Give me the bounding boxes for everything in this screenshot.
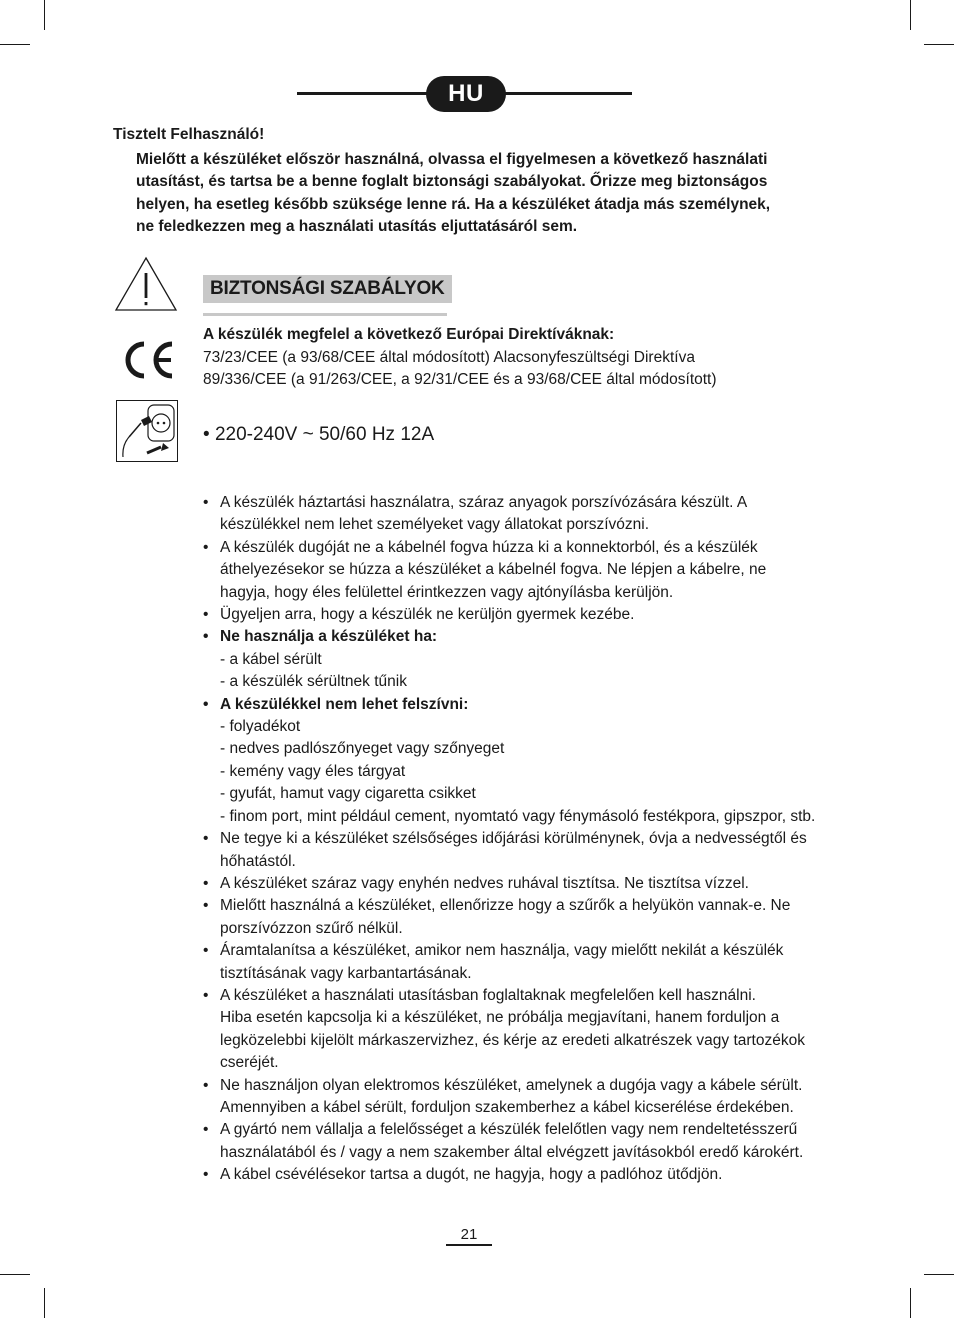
crop-mark [44, 1288, 45, 1318]
bullet: • [203, 538, 209, 556]
voltage-text: 220-240V ~ 50/60 Hz 12A [214, 424, 435, 445]
bullet: • [203, 1076, 209, 1094]
intro-line: utasítást, és tartsa be a benne foglalt biztonsági szabályokat. Őrizze meg biztonságos [136, 173, 768, 191]
rule-line: áthelyezésekor se húzza a készüléket a kábelnél fogva. Ne lépjen a kábelre, ne [220, 561, 767, 579]
rule-line: használatából és / vagy a nem szakember által elvégzett javításokból eredő károkért. [220, 1143, 804, 1161]
list-item [203, 1164, 853, 1186]
bullet: • [203, 942, 209, 960]
rule-subitem: - finom port, mint például cement, nyomtató vagy fénymásoló festékpora, gipszpor, stb. [220, 807, 816, 825]
intro-line: Mielőtt a készüléket először használná, olvassa el figyelmesen a következő használati [136, 151, 768, 168]
directives-block [203, 324, 717, 392]
rule-line: tisztításának vagy karbantartásának. [220, 964, 472, 982]
directives-heading: A készülék megfelel a következő Európai Direktíváknak: [203, 326, 615, 343]
plug-socket-icon [116, 400, 178, 462]
rule-subitem: - a készülék sérültnek tűnik [220, 673, 407, 691]
bullet: • [203, 897, 209, 915]
intro-line: ne feledkezzen meg a használati utasítás eljuttatásáról sem. [136, 218, 578, 236]
rule-heading: Ne használja a készüléket ha: [220, 628, 438, 646]
rule-line: Áramtalanítsa a készüléket, amikor nem használja, vagy mielőtt nekilát a készülék [220, 942, 784, 960]
rule-line: porszívózzon szűrő nélkül. [220, 919, 403, 937]
bullet: • [203, 606, 209, 624]
intro-paragraph [136, 149, 836, 239]
section-title: BIZTONSÁGI SZABÁLYOK [203, 275, 452, 303]
bullet: • [203, 628, 209, 646]
list-item [203, 694, 853, 828]
rule-line: A készülék háztartási használatra, száraz anyagok porszívózására készült. A [220, 494, 748, 511]
directive-line: 89/336/CEE (a 91/263/CEE, a 92/31/CEE és a 93/68/CEE által módosított) [203, 371, 717, 388]
rule-subitem: - kemény vagy éles tárgyat [220, 762, 406, 780]
rule-line: legközelebbi kijelölt márkaszervizhez, és kérje az eredeti alkatrészek vagy tartozékok [220, 1031, 805, 1049]
bullet: • [203, 1166, 209, 1184]
rule-line: A kábel csévélésekor tartsa a dugót, ne hagyja, hogy a padlóhoz ütődjön. [220, 1166, 723, 1184]
crop-mark [44, 0, 45, 30]
header-rule-right [495, 92, 632, 95]
list-item [203, 604, 853, 626]
rule-line: Hiba esetén kapcsolja ki a készüléket, ne próbálja megjavítani, hanem forduljon a [220, 1009, 780, 1027]
rule-subitem: - a kábel sérült [220, 650, 322, 668]
crop-mark [924, 44, 954, 45]
rule-subitem: - folyadékot [220, 718, 301, 736]
list-item [203, 985, 853, 1075]
list-item [203, 1119, 853, 1164]
page-number-underline [446, 1244, 492, 1246]
crop-mark [0, 1274, 30, 1275]
crop-mark [0, 44, 30, 45]
rule-line: Ügyeljen arra, hogy a készülék ne kerüljön gyermek kezébe. [220, 606, 635, 624]
crop-mark [924, 1274, 954, 1275]
rule-line: A készüléket száraz vagy enyhén nedves ruhával tisztítsa. Ne tisztítsa vízzel. [220, 874, 749, 892]
rule-line: cseréjét. [220, 1054, 279, 1072]
rule-line: Amennyiben a kábel sérült, forduljon szakemberhez a kábel kicserélése érdekében. [220, 1098, 794, 1116]
list-item [203, 492, 853, 537]
crop-mark [910, 1288, 911, 1318]
rule-line: hőhatástól. [220, 852, 296, 870]
page-number: 21 [460, 1226, 478, 1243]
rule-subitem: - nedves padlószőnyeget vagy szőnyeget [220, 740, 505, 758]
header-rule-left [297, 92, 437, 95]
list-item [203, 873, 853, 895]
rule-line: hagyja, hogy éles felülettel érintkezzen vagy ajtónyílásba kerüljön. [220, 583, 674, 601]
rule-line: A gyártó nem vállalja a felelősséget a készülék felelőtlen vagy nem rendeltetésszerű [220, 1121, 798, 1139]
list-item [203, 895, 853, 940]
warning-triangle-icon [114, 256, 178, 312]
language-badge: HU [426, 76, 506, 112]
bullet: • [203, 986, 209, 1004]
bullet: • [203, 874, 209, 892]
bullet: • [203, 494, 209, 511]
list-item [203, 828, 853, 873]
safety-rules-list [203, 492, 853, 1187]
ce-mark-icon [118, 338, 178, 382]
bullet: • [203, 695, 209, 713]
directive-line: 73/23/CEE (a 93/68/CEE által módosított) Alacsonyfeszültségi Direktíva [203, 348, 695, 366]
rule-line: Ne használjon olyan elektromos készüléket, amelynek a dugója vagy a kábele sérült. [220, 1076, 803, 1094]
bullet: • [203, 830, 209, 848]
rule-line: Mielőtt használná a készüléket, ellenőrizze hogy a szűrők a helyükön vannak-e. Ne [220, 897, 791, 915]
intro-line: helyen, ha esetleg később szüksége lenne rá. Ha a készüléket átadja más személynek, [136, 195, 771, 213]
crop-mark [910, 0, 911, 30]
list-item [203, 940, 853, 985]
rule-line: készülékkel nem lehet személyeket vagy állatokat porszívózni. [220, 516, 650, 534]
rule-line: A készüléket a használati utasításban foglaltaknak megfelelően kell használni. [220, 986, 756, 1004]
list-item [203, 537, 853, 604]
voltage-rating [203, 424, 434, 446]
section-underline [203, 313, 447, 316]
bullet: • [203, 1121, 209, 1139]
list-item [203, 626, 853, 693]
rule-line: A készülék dugóját ne a kábelnél fogva húzza ki a konnektorból, és a készülék [220, 538, 758, 556]
bullet: • [203, 424, 210, 445]
rule-subitem: - gyufát, hamut vagy cigaretta csikket [220, 785, 476, 803]
greeting: Tisztelt Felhasználó! [113, 126, 265, 143]
plug-socket-drawing [117, 401, 177, 461]
rule-line: Ne tegye ki a készüléket szélsőséges időjárási körülménynek, óvja a nedvességtől és [220, 830, 807, 848]
rule-heading: A készülékkel nem lehet felszívni: [220, 695, 469, 713]
list-item [203, 1075, 853, 1120]
